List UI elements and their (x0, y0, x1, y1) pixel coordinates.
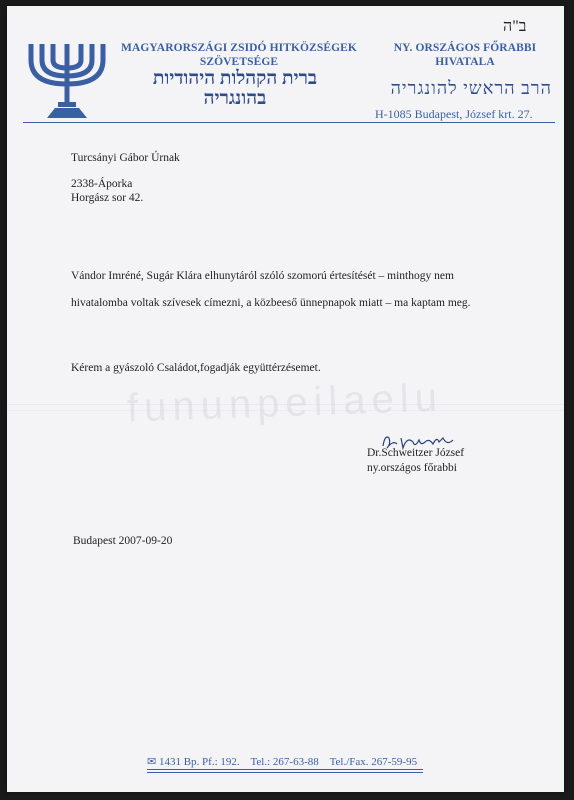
footer-telfax: Tel./Fax. 267-59-95 (329, 756, 418, 768)
org-hebrew-line1: ברית הקהלות היהודיות (152, 68, 318, 89)
signatory-name: Dr.Schweitzer József (367, 447, 465, 459)
office-name (375, 41, 555, 69)
footer-pobox: 1431 Bp. Pf.: 192. (158, 756, 240, 768)
office-line2: HIVATALA (435, 56, 495, 68)
org-name-line2: SZÖVETSÉGE (199, 56, 279, 68)
footer-contact (147, 755, 427, 768)
body-line-3: Kérem a gyászoló Családot,fogadják együttérzésemet. (71, 362, 321, 374)
bh-mark: ב"ה (503, 18, 527, 35)
signatory-title: ny.országos főrabbi (367, 462, 457, 474)
footer-tel: Tel.: 267-63-88 (250, 756, 319, 768)
body-line-1: Vándor Imréné, Sugár Klára elhunytáról szóló szomorú értesítését – minthogy nem (71, 270, 454, 282)
recipient-name: Turcsányi Gábor Úrnak (71, 152, 180, 164)
menorah-icon (25, 40, 109, 124)
org-hebrew-line2: בהונגריה (203, 88, 267, 109)
header-rule (23, 122, 555, 123)
org-hebrew-name (117, 69, 353, 109)
watermark: fununpeilaelu (126, 375, 444, 431)
letter-sheet (7, 6, 564, 792)
footer-rule-2 (147, 772, 423, 773)
office-address: H-1085 Budapest, József krt. 27. (375, 107, 533, 121)
body-line-2: hivatalomba voltak szívesek címezni, a közbeeső ünnepnapok miatt – ma kaptam meg. (71, 297, 471, 309)
envelope-icon: ✉ (147, 756, 157, 768)
recipient-street: Horgász sor 42. (71, 192, 144, 204)
letter-date: Budapest 2007-09-20 (73, 535, 173, 547)
org-name (117, 41, 361, 69)
office-line1: NY. ORSZÁGOS FŐRABBI (393, 42, 537, 54)
recipient-city: 2338-Áporka (71, 178, 133, 190)
org-name-line1: MAGYARORSZÁGI ZSIDÓ HITKÖZSÉGEK (121, 42, 357, 54)
footer-rule-1 (147, 769, 423, 770)
office-hebrew-name: הרב הראשי להונגריה (390, 78, 552, 98)
